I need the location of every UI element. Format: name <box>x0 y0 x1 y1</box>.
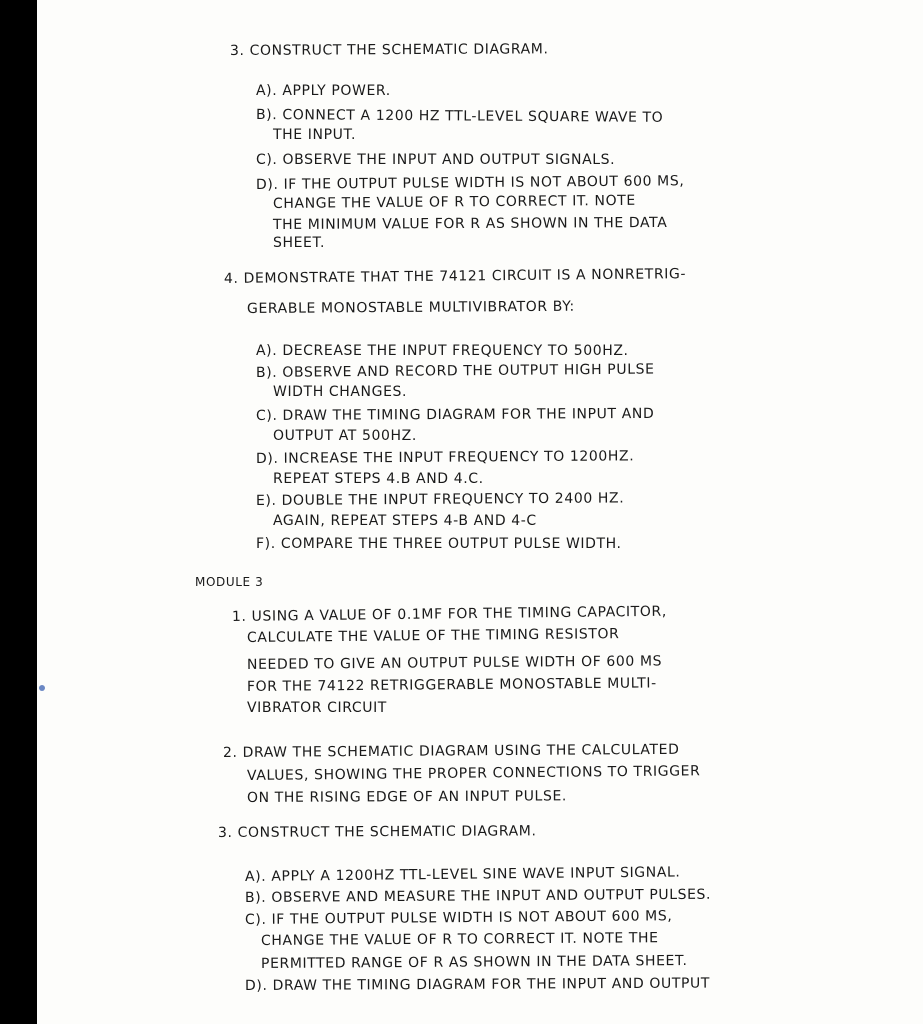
section4-item-d: D). INCREASE THE INPUT FREQUENCY TO 1200HZ. <box>255 448 635 467</box>
section3-item-b-cont: THE INPUT. <box>273 127 357 143</box>
module-item1-line5: VIBRATOR CIRCUIT <box>247 700 387 716</box>
handwritten-notes-page <box>37 0 923 1024</box>
module-item3-d: D). DRAW THE TIMING DIAGRAM FOR THE INPUT AND OUTPUT <box>244 975 711 994</box>
section3-item-d-cont1: CHANGE THE VALUE OF R TO CORRECT IT. NOTE <box>272 192 636 212</box>
section4-heading-line2: GERABLE MONOSTABLE MULTIVIBRATOR BY: <box>246 298 575 317</box>
section4-item-f: F). COMPARE THE THREE OUTPUT PULSE WIDTH. <box>256 536 622 552</box>
module-item2-line3: ON THE RISING EDGE OF AN INPUT PULSE. <box>246 788 567 806</box>
section4-item-c: C). DRAW THE TIMING DIAGRAM FOR THE INPUT AND <box>255 405 655 424</box>
module-item1-line2: CALCULATE THE VALUE OF THE TIMING RESISTOR <box>246 626 620 646</box>
section3-heading: 3. CONSTRUCT THE SCHEMATIC DIAGRAM. <box>229 41 549 59</box>
section3-item-d-cont2: THE MINIMUM VALUE FOR R AS SHOWN IN THE DATA <box>272 214 668 233</box>
section4-item-d-cont: REPEAT STEPS 4.B AND 4.C. <box>273 471 484 487</box>
section4-heading-line1: 4. DEMONSTRATE THAT THE 74121 CIRCUIT IS A NONRETRIG- <box>223 266 687 287</box>
section4-item-b-cont: WIDTH CHANGES. <box>273 384 408 400</box>
ink-dot-mark <box>39 685 45 691</box>
section3-item-b: B). CONNECT A 1200 HZ TTL-LEVEL SQUARE WAVE TO <box>255 107 664 126</box>
section3-item-d: D). IF THE OUTPUT PULSE WIDTH IS NOT ABOUT 600 ΜS, <box>255 173 685 193</box>
section4-item-c-cont: OUTPUT AT 500HZ. <box>273 428 417 444</box>
module-item1-line3: NEEDED TO GIVE AN OUTPUT PULSE WIDTH OF 600 ΜS <box>246 653 663 673</box>
section3-item-d-cont3: SHEET. <box>273 235 326 251</box>
section4-item-a: A). DECREASE THE INPUT FREQUENCY TO 500HZ. <box>256 343 629 359</box>
module-item3-c: C). IF THE OUTPUT PULSE WIDTH IS NOT ABOUT 600 ΜS, <box>244 908 673 928</box>
module-item2-line2: VALUES, SHOWING THE PROPER CONNECTIONS TO TRIGGER <box>246 763 701 784</box>
module-item1-line4: FOR THE 74122 RETRIGGERABLE MONOSTABLE MULTI- <box>246 675 657 695</box>
module-item3-b: B). OBSERVE AND MEASURE THE INPUT AND OUTPUT PULSES. <box>244 886 712 906</box>
module-item3-heading: 3. CONSTRUCT THE SCHEMATIC DIAGRAM. <box>217 823 537 841</box>
module-item3-c-cont2: PERMITTED RANGE OF R AS SHOWN IN THE DATA SHEET. <box>260 953 688 972</box>
section4-item-b: B). OBSERVE AND RECORD THE OUTPUT HIGH PULSE <box>255 361 655 381</box>
module-label: MODULE 3 <box>195 575 264 589</box>
module-item3-c-cont1: CHANGE THE VALUE OF R TO CORRECT IT. NOTE THE <box>260 930 659 949</box>
section3-item-c: C). OBSERVE THE INPUT AND OUTPUT SIGNALS. <box>256 152 616 168</box>
module-item3-a: A). APPLY A 1200HZ TTL-LEVEL SINE WAVE INPUT SIGNAL. <box>244 864 681 885</box>
section4-item-e: E). DOUBLE THE INPUT FREQUENCY TO 2400 HZ. <box>255 490 625 509</box>
module-item1-line1: 1. USING A VALUE OF 0.1ΜF FOR THE TIMING CAPACITOR, <box>231 603 667 625</box>
module-item2-line1: 2. DRAW THE SCHEMATIC DIAGRAM USING THE CALCULATED <box>222 741 680 761</box>
section3-item-a: A). APPLY POWER. <box>256 83 391 99</box>
section4-item-e-cont: AGAIN, REPEAT STEPS 4-B AND 4-C <box>273 513 537 529</box>
